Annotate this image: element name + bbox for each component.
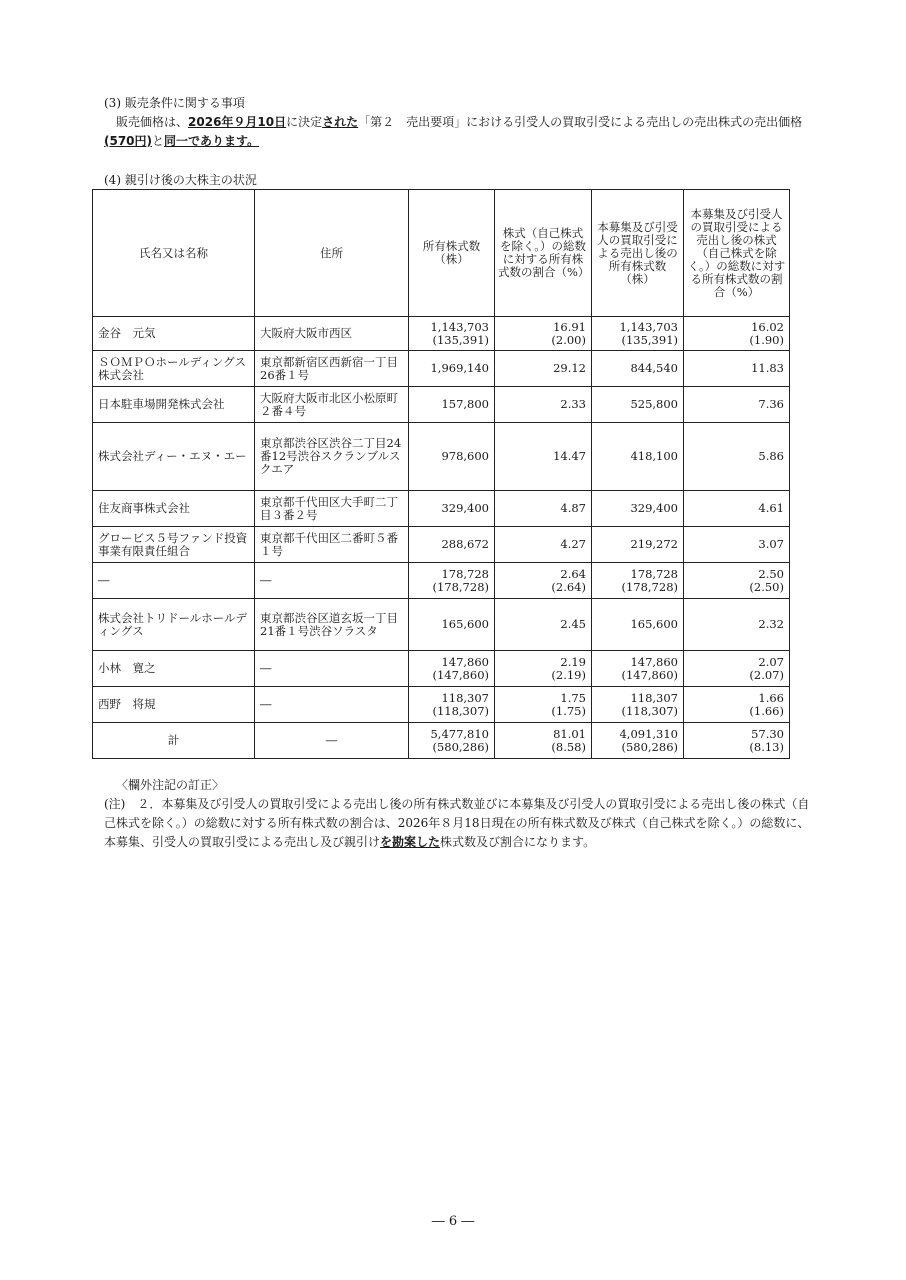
shareholder-name <box>93 563 255 599</box>
ratio-after-value: 16.02 <box>751 319 784 334</box>
shares-after-sub-value: (147,860) <box>621 667 678 682</box>
amended-text: された <box>322 115 359 129</box>
ratio-sub-value: (1.75) <box>551 703 586 718</box>
shareholder-address-value: ― <box>260 661 272 675</box>
shares-after <box>592 723 684 759</box>
ratio-after-value: 57.30 <box>751 726 784 741</box>
shareholder-address <box>255 599 409 651</box>
shares <box>409 651 495 687</box>
shareholder-address-value: 東京都渋谷区渋谷二丁目24番12号渋谷スクランブルスクエア <box>260 436 402 476</box>
shares-after <box>592 387 684 423</box>
table-row <box>93 687 790 723</box>
shares-after-value: 1,143,703 <box>619 319 678 334</box>
ratio-after <box>684 527 790 563</box>
ratio-sub-value: (2.00) <box>551 332 586 347</box>
shareholder-name <box>93 387 255 423</box>
ratio-after-value: 2.07 <box>758 654 784 669</box>
ratio-after-value: 1.66 <box>758 690 784 705</box>
shareholder-address-value: ― <box>325 733 338 747</box>
table-row <box>93 351 790 387</box>
ratio-value: 2.19 <box>560 654 586 669</box>
ratio-sub-value: (2.64) <box>551 579 586 594</box>
ratio <box>495 317 592 351</box>
amended-text: を勘案した <box>380 835 441 849</box>
ratio-after <box>684 651 790 687</box>
header-shares-after: 本募集及び引受人の買取引受による売出し後の所有株式数（株） <box>592 190 684 317</box>
shareholder-address-value: 東京都千代田区大手町二丁目３番２号 <box>260 494 398 522</box>
table-row <box>93 563 790 599</box>
ratio-after-value: 7.36 <box>758 397 784 411</box>
header-shares: 所有株式数（株） <box>409 190 495 317</box>
shares-value: 1,969,140 <box>430 361 489 375</box>
shareholder-name-value: ― <box>98 573 110 587</box>
table-row <box>93 491 790 527</box>
shareholder-address <box>255 651 409 687</box>
shares-value: 288,672 <box>441 537 489 551</box>
shares-after-sub-value: (178,728) <box>621 579 678 594</box>
ratio <box>495 687 592 723</box>
ratio <box>495 723 592 759</box>
shares <box>409 599 495 651</box>
note-number: ２． <box>137 797 162 811</box>
shares <box>409 317 495 351</box>
ratio <box>495 351 592 387</box>
shares <box>409 527 495 563</box>
shares-after <box>592 563 684 599</box>
ratio-value: 81.01 <box>553 726 586 741</box>
shares-value: 5,477,810 <box>430 726 489 741</box>
shares-after <box>592 351 684 387</box>
page-number: ― 6 ― <box>431 1214 475 1229</box>
shares-value: 178,728 <box>441 566 489 581</box>
shareholder-address <box>255 723 409 759</box>
shareholder-name-value: グロービス５号ファンド投資事業有限責任組合 <box>98 530 248 558</box>
shares-after-value: 219,272 <box>630 537 678 551</box>
shares-after-value: 165,600 <box>630 617 678 631</box>
ratio-after-value: 4.61 <box>758 501 784 515</box>
shareholder-name <box>93 351 255 387</box>
shares-after-value: 147,860 <box>630 654 678 669</box>
shares-after-value: 4,091,310 <box>619 726 678 741</box>
ratio-after <box>684 491 790 527</box>
shareholder-address-value: 大阪府大阪市西区 <box>260 326 352 340</box>
ratio-value: 16.91 <box>553 319 586 334</box>
shares-after <box>592 651 684 687</box>
shareholder-address <box>255 527 409 563</box>
shares-after <box>592 491 684 527</box>
shareholder-address-value: ― <box>260 697 272 711</box>
shareholder-name-value: 住友商事株式会社 <box>98 501 190 515</box>
shareholder-name-value: 株式会社トリドールホールディングス <box>98 610 248 638</box>
shares-value: 165,600 <box>441 617 489 631</box>
ratio-value: 2.45 <box>560 617 586 631</box>
shares-value: 978,600 <box>441 449 489 463</box>
ratio-after-value: 11.83 <box>751 361 784 375</box>
shares-value: 329,400 <box>441 501 489 515</box>
shareholder-name-value: 計 <box>167 733 180 747</box>
section3-heading: (3) 販売条件に関する事項 <box>104 96 245 110</box>
section3-paragraph <box>104 113 824 151</box>
shares-after <box>592 687 684 723</box>
shares <box>409 687 495 723</box>
header-address: 住所 <box>255 190 409 317</box>
shares-after <box>592 527 684 563</box>
table-row <box>93 423 790 491</box>
ratio-value: 14.47 <box>553 449 586 463</box>
shares-sub-value: (147,860) <box>432 667 489 682</box>
ratio <box>495 599 592 651</box>
ratio-after-sub-value: (2.50) <box>749 579 784 594</box>
ratio-after <box>684 723 790 759</box>
shareholder-address <box>255 317 409 351</box>
ratio-after-value: 5.86 <box>758 449 784 463</box>
shares-sub-value: (135,391) <box>432 332 489 347</box>
shareholder-address-value: 東京都渋谷区道玄坂一丁目21番１号渋谷ソラスタ <box>260 610 398 638</box>
shareholder-name-value: 株式会社ディー・エヌ・エー <box>98 449 247 463</box>
footnotes <box>104 776 820 852</box>
shareholder-address <box>255 563 409 599</box>
ratio-after-value: 2.32 <box>758 617 784 631</box>
amended-text: 同一であります。 <box>164 134 260 148</box>
ratio-after-sub-value: (8.13) <box>749 739 784 754</box>
ratio-after <box>684 351 790 387</box>
table-row <box>93 651 790 687</box>
shareholder-name-value: 西野 将規 <box>98 697 156 711</box>
shareholder-name <box>93 317 255 351</box>
shareholder-name <box>93 651 255 687</box>
major-shareholders-table <box>92 189 790 759</box>
shareholder-name <box>93 527 255 563</box>
shareholder-name <box>93 687 255 723</box>
shares-after-sub-value: (580,286) <box>621 739 678 754</box>
shareholder-name <box>93 723 255 759</box>
header-ratio-after: 本募集及び引受人の買取引受による売出し後の株式（自己株式を除く。）の総数に対する所有株式数の割合（%） <box>684 190 790 317</box>
ratio <box>495 563 592 599</box>
note-label: (注) <box>104 797 126 811</box>
note-text: 本募集及び引受人の買取引受による売出し後の所有株式数並びに本募集及び引受人の買取引受による売出し後の株式（自己株式を除く。）の総数に対する所有株式数の割合は、2026年８月18日現在の所有株式数及び株式（自己株式を除く。）の総数に、本募集、引受人の買取引受による売出し及び親引け <box>104 797 810 849</box>
shares-after-value: 118,307 <box>630 690 678 705</box>
shareholder-address <box>255 491 409 527</box>
shares-sub-value: (178,728) <box>432 579 489 594</box>
ratio-after-sub-value: (2.07) <box>749 667 784 682</box>
shares-after <box>592 599 684 651</box>
ratio-after <box>684 387 790 423</box>
ratio-sub-value: (2.19) <box>551 667 586 682</box>
shares <box>409 387 495 423</box>
shareholder-name <box>93 599 255 651</box>
text-fragment: 「第２ 売出要項」における引受人の買取引受による売出しの売出株式の売出価格 <box>358 115 803 129</box>
shares <box>409 423 495 491</box>
ratio-after <box>684 423 790 491</box>
ratio-after <box>684 599 790 651</box>
table-row <box>93 317 790 351</box>
note-text: 株式数及び割合になります。 <box>440 835 596 849</box>
shareholder-address-value: 東京都千代田区二番町５番１号 <box>260 530 398 558</box>
ratio <box>495 387 592 423</box>
shares-after <box>592 317 684 351</box>
text-fragment: に決定 <box>286 115 323 129</box>
table-row <box>93 599 790 651</box>
shares-after-value: 525,800 <box>630 397 678 411</box>
shares <box>409 491 495 527</box>
ratio-value: 2.64 <box>560 566 586 581</box>
ratio-value: 4.27 <box>560 537 586 551</box>
text-fragment: と <box>152 134 165 148</box>
shareholder-name-value: 小林 寛之 <box>98 661 156 675</box>
shares-sub-value: (118,307) <box>432 703 489 718</box>
table-row <box>93 527 790 563</box>
ratio-after-value: 3.07 <box>758 537 784 551</box>
ratio-after <box>684 563 790 599</box>
ratio-after-value: 2.50 <box>758 566 784 581</box>
table-header-row <box>93 190 790 317</box>
shareholder-address-value: 東京都新宿区西新宿一丁目26番１号 <box>260 354 398 382</box>
amended-price: (570円) <box>104 134 153 148</box>
ratio-value: 2.33 <box>560 397 586 411</box>
shareholder-name-value: 金谷 元気 <box>98 326 156 340</box>
ratio <box>495 423 592 491</box>
ratio-value: 29.12 <box>553 361 586 375</box>
shareholder-address <box>255 351 409 387</box>
note-2 <box>104 795 820 852</box>
shareholder-address <box>255 687 409 723</box>
shares-after-value: 329,400 <box>630 501 678 515</box>
shareholder-name-value: ＳＯＭＰＯホールディングス株式会社 <box>98 354 247 382</box>
header-ratio: 株式（自己株式を除く。）の総数に対する所有株式数の割合（%） <box>495 190 592 317</box>
ratio-after-sub-value: (1.66) <box>749 703 784 718</box>
ratio <box>495 491 592 527</box>
notes-heading: 〈欄外注記の訂正〉 <box>116 778 225 792</box>
ratio-after <box>684 317 790 351</box>
ratio <box>495 651 592 687</box>
ratio-after <box>684 687 790 723</box>
section4-title: (4) 親引け後の大株主の状況 <box>104 173 257 187</box>
shareholder-address <box>255 423 409 491</box>
shareholder-address-value: 大阪府大阪市北区小松原町２番４号 <box>260 390 398 418</box>
ratio-value: 1.75 <box>560 690 586 705</box>
shares <box>409 723 495 759</box>
shares-after-sub-value: (135,391) <box>621 332 678 347</box>
shares-value: 1,143,703 <box>430 319 489 334</box>
shareholder-name <box>93 491 255 527</box>
shares-after-sub-value: (118,307) <box>621 703 678 718</box>
ratio <box>495 527 592 563</box>
shares <box>409 351 495 387</box>
text-fragment: 販売価格は、 <box>116 115 189 129</box>
shares-after <box>592 423 684 491</box>
shareholder-name-value: 日本駐車場開発株式会社 <box>98 397 225 411</box>
shares <box>409 563 495 599</box>
total-row <box>93 723 790 759</box>
shares-value: 118,307 <box>441 690 489 705</box>
shares-value: 147,860 <box>441 654 489 669</box>
shareholder-name <box>93 423 255 491</box>
table-row <box>93 387 790 423</box>
ratio-sub-value: (8.58) <box>551 739 586 754</box>
section-sales-conditions <box>104 94 824 151</box>
shareholder-address <box>255 387 409 423</box>
ratio-after-sub-value: (1.90) <box>749 332 784 347</box>
shares-after-value: 178,728 <box>630 566 678 581</box>
ratio-value: 4.87 <box>560 501 586 515</box>
shares-after-value: 844,540 <box>630 361 678 375</box>
header-name: 氏名又は名称 <box>93 190 255 317</box>
shares-sub-value: (580,286) <box>432 739 489 754</box>
shares-value: 157,800 <box>441 397 489 411</box>
shares-after-value: 418,100 <box>630 449 678 463</box>
shareholder-address-value: ― <box>260 573 272 587</box>
amended-date: 2026年９月10日 <box>188 115 287 129</box>
